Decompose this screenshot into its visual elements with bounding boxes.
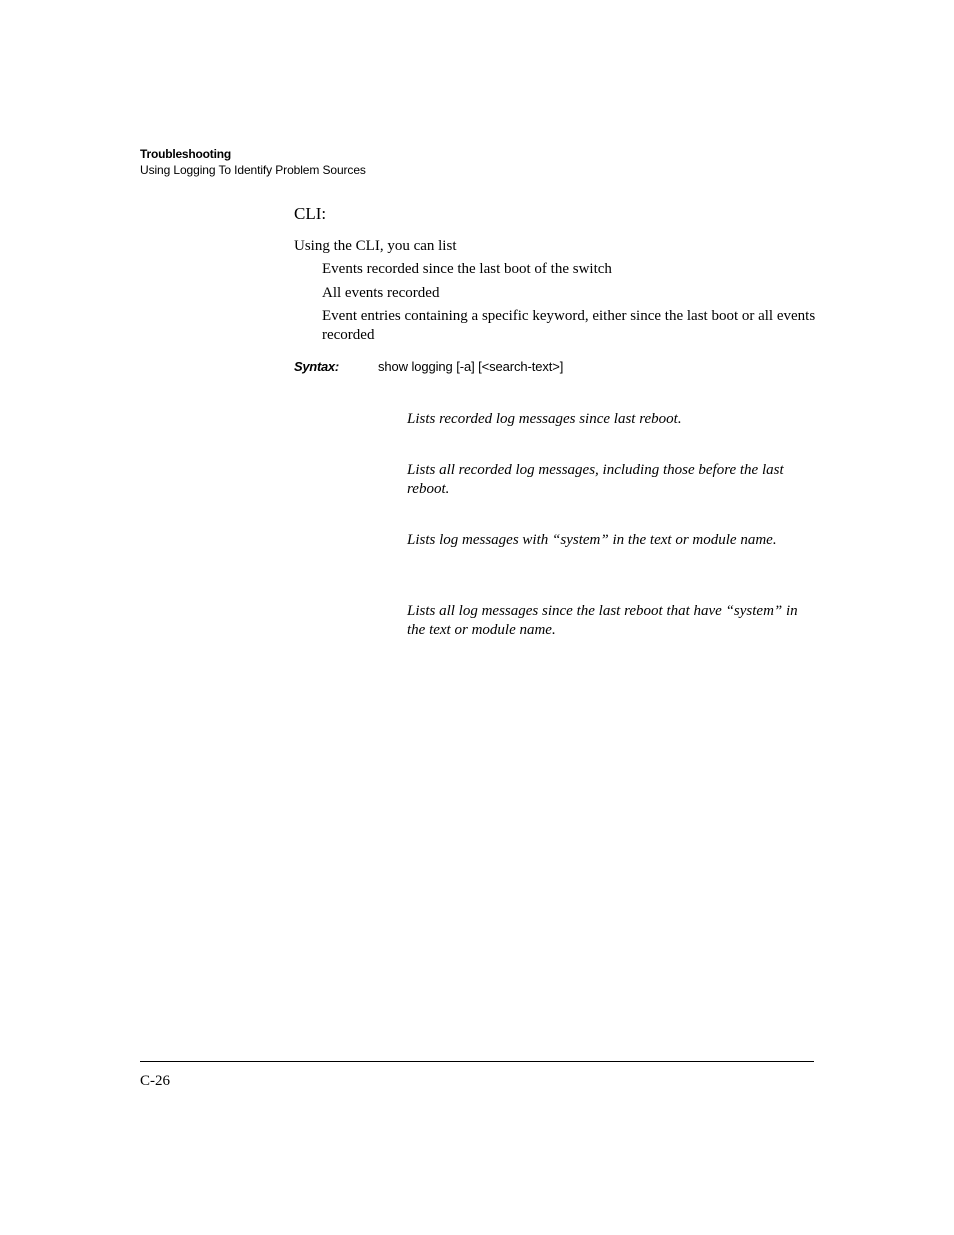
footer-divider [140,1061,814,1062]
syntax-label: Syntax: [294,359,339,374]
list-item: Event entries containing a specific keyword, either since the last boot or all events recorded [322,308,816,343]
command-description: Lists recorded log messages since last reboot. [407,411,682,427]
command-description: Lists log messages with “system” in the text or module name. [407,532,777,548]
list-item: Events recorded since the last boot of the switch [322,261,612,277]
intro-paragraph: Using the CLI, you can list [294,238,457,254]
running-header-chapter: Troubleshooting [140,147,231,161]
list-item: All events recorded [322,285,440,301]
command-description: Lists all log messages since the last reboot that have “system” in the text or module name. [407,603,798,638]
syntax-command: show logging [-a] [<search-text>] [378,359,564,374]
command-description: Lists all recorded log messages, including those before the last reboot. [407,462,784,497]
page-number: C-26 [140,1073,170,1089]
section-heading: CLI: [294,204,327,223]
running-header-section: Using Logging To Identify Problem Sources [140,163,366,177]
